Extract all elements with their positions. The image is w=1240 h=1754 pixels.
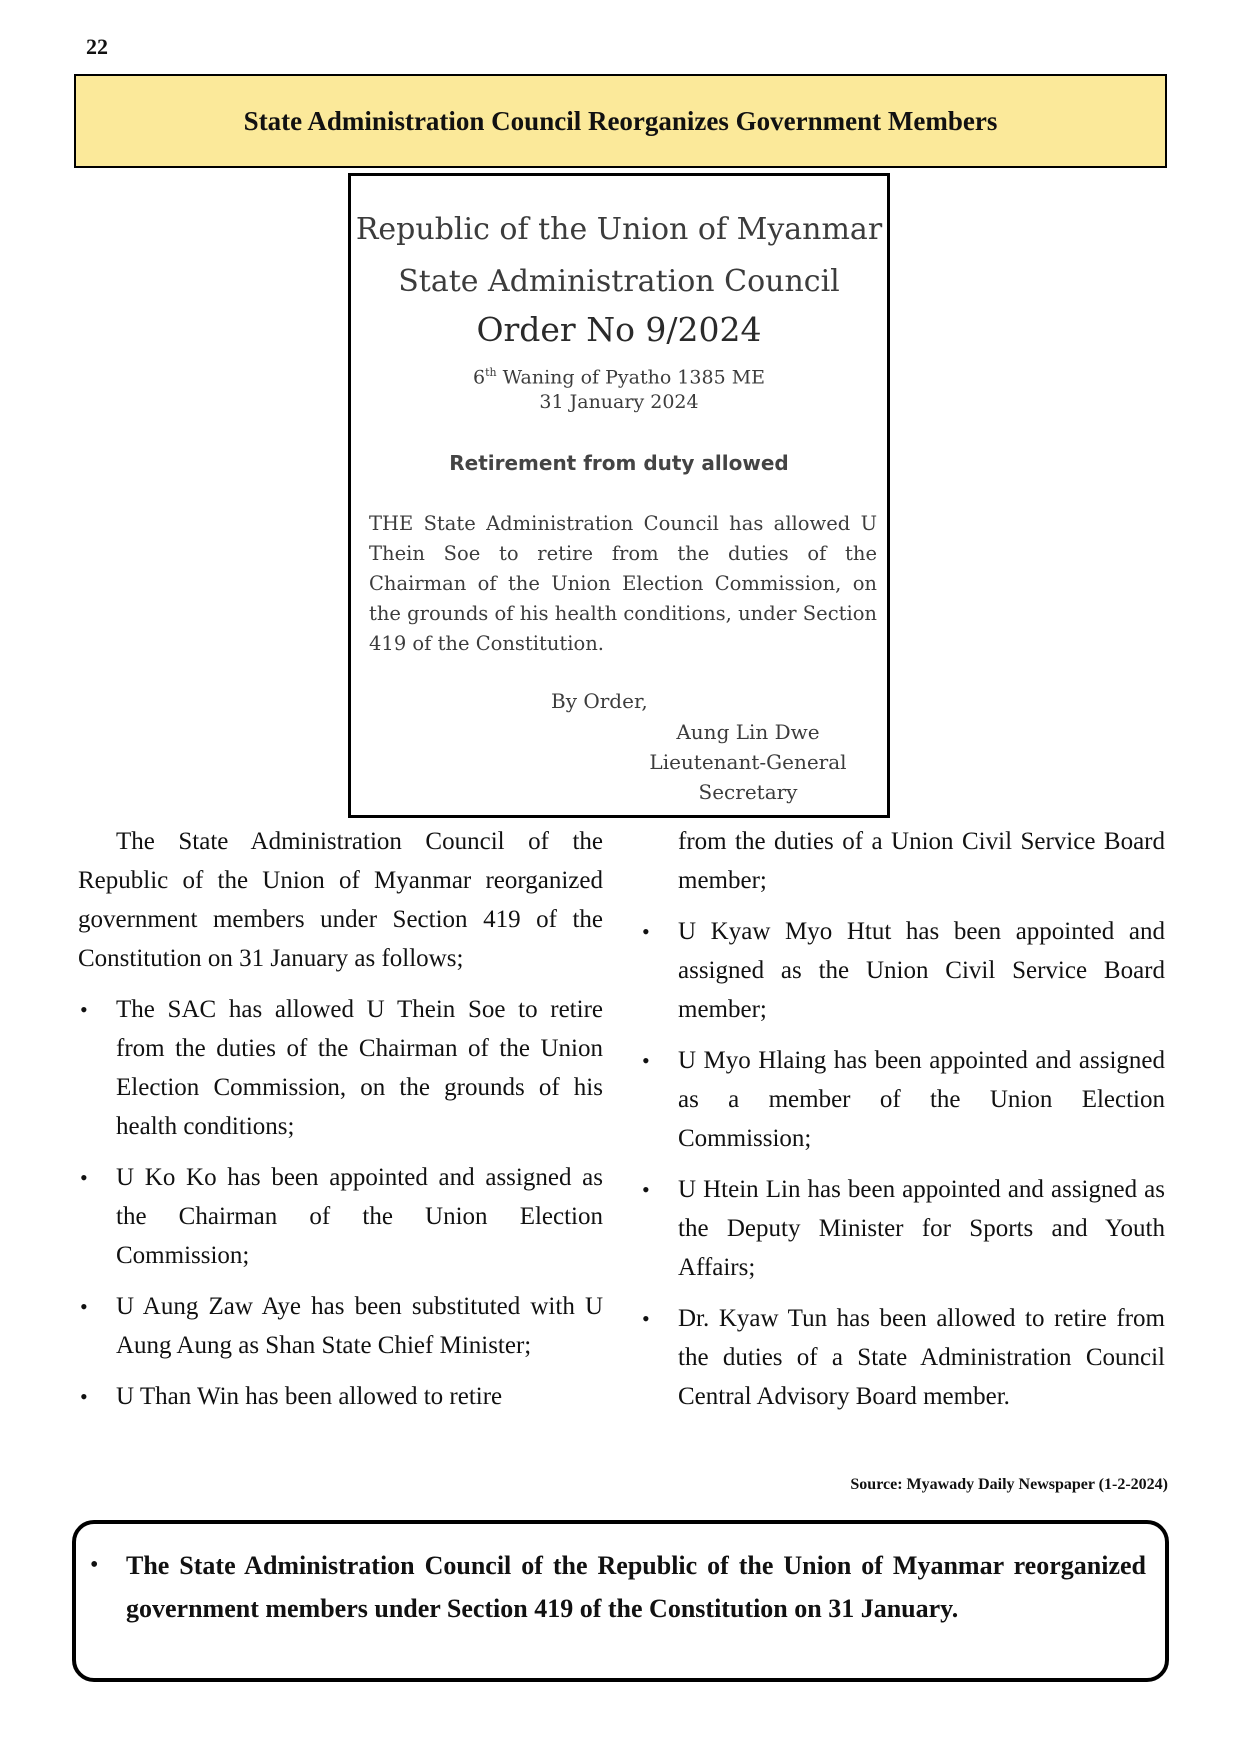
bullet-icon: • [642, 1306, 650, 1331]
list-item: • The SAC has allowed U Thein Soe to retire from the duties of the Chairman of the Union Election Commission, on the grounds of his health conditions; [78, 990, 603, 1146]
bullet-icon: • [642, 1048, 650, 1073]
bullet-icon: • [642, 1177, 650, 1202]
order-signature-block [633, 717, 863, 807]
page-title-text: State Administration Council Reorganizes Government Members [243, 105, 998, 136]
order-clipping [348, 173, 890, 818]
intro-paragraph: The State Administration Council of the Republic of the Union of Myanmar reorganized government members under Section 419 of the Constitution on 31 January as follows; [78, 828, 603, 972]
page-number: 22 [86, 34, 108, 59]
summary-text: The State Administration Council of the Republic of the Union of Myanmar reorganized government members under Section 419 of the Constitution on 31 January. [126, 1551, 1146, 1623]
bullet-icon: • [642, 919, 650, 944]
signatory-name: Aung Lin Dwe [676, 720, 820, 744]
list-item-continuation: from the duties of a Union Civil Service Board member; [678, 828, 1165, 894]
left-column [78, 822, 603, 1428]
page-title [74, 74, 1167, 168]
order-council: State Administration Council [398, 264, 840, 299]
list-item: • U Aung Zaw Aye has been substituted with U Aung Aung as Shan State Chief Minister; [78, 1287, 603, 1365]
signatory-title: Secretary [698, 780, 798, 804]
list-item: • U Than Win has been allowed to retire [78, 1377, 603, 1416]
signatory-rank: Lieutenant-General [649, 750, 847, 774]
list-item: • U Ko Ko has been appointed and assigned as the Chairman of the Union Election Commission; [78, 1158, 603, 1275]
bullet-icon: • [80, 1384, 88, 1409]
list-item: • U Kyaw Myo Htut has been appointed and assigned as the Union Civil Service Board member; [640, 912, 1165, 1029]
bullet-list-right [640, 912, 1165, 1416]
right-column [640, 822, 1165, 1428]
order-country: Republic of the Union of Myanmar [355, 212, 883, 247]
bullet-icon: • [80, 1294, 88, 1319]
bullet-list-left [78, 990, 603, 1416]
order-by-order: By Order, [551, 689, 648, 713]
order-date: 31 January 2024 [539, 391, 699, 413]
list-item: • U Myo Hlaing has been appointed and assigned as a member of the Union Election Commission; [640, 1041, 1165, 1158]
order-number: Order No 9/2024 [476, 310, 762, 349]
bullet-icon: • [80, 997, 88, 1022]
summary-box [72, 1520, 1169, 1682]
list-item: • Dr. Kyaw Tun has been allowed to retire from the duties of a State Administration Council Central Advisory Board member. [640, 1299, 1165, 1416]
order-myanmar-date: 6th Waning of Pyatho 1385 ME [472, 366, 766, 389]
article-body [78, 822, 1168, 1512]
bullet-icon: • [80, 1165, 88, 1190]
source-citation: Source: Myawady Daily Newspaper (1-2-2024) [850, 1476, 1168, 1493]
list-item: • U Htein Lin has been appointed and assigned as the Deputy Minister for Sports and Youth Affairs; [640, 1170, 1165, 1287]
order-heading: Retirement from duty allowed [449, 451, 789, 475]
bullet-icon: • [90, 1552, 99, 1578]
order-body: THE State Administration Council has allowed U Thein Soe to retire from the duties of the Chairman of the Union Election Commission, on the grounds of his health conditions, under Section 419 of the Constitution. [369, 512, 877, 655]
